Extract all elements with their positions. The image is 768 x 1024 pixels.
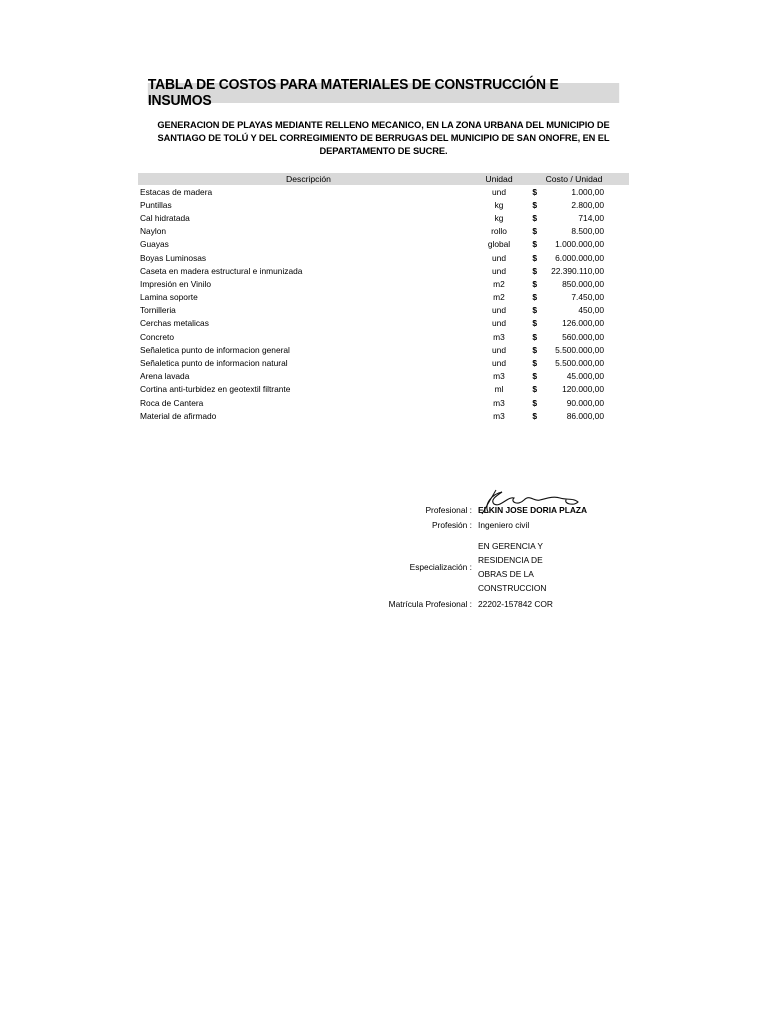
table-body [138, 185, 629, 422]
cell-currency-symbol: $ [532, 212, 537, 223]
cell-description: Tornilleria [140, 305, 176, 316]
table-row [138, 198, 629, 211]
cell-currency-symbol: $ [532, 186, 537, 197]
profesion-label: Profesión : [431, 520, 472, 530]
cell-amount: 6.000.000,00 [555, 252, 604, 263]
cell-unit: und [492, 344, 506, 355]
cell-currency-symbol: $ [532, 292, 537, 303]
cell-currency-symbol: $ [532, 410, 537, 421]
cell-unit: kg [494, 199, 504, 210]
column-header-description: Descripción [286, 174, 331, 184]
cell-amount: 450,00 [578, 305, 604, 316]
cell-unit: m3 [493, 371, 505, 382]
especializacion-line: OBRAS DE LA [478, 569, 534, 579]
cell-currency-symbol: $ [532, 371, 537, 382]
cell-amount: 120.000,00 [562, 384, 604, 395]
cell-amount: 7.450,00 [571, 292, 604, 303]
cell-amount: 5.500.000,00 [555, 358, 604, 369]
cell-amount: 2.800,00 [571, 199, 604, 210]
table-row [138, 291, 629, 304]
cell-description: Señaletica punto de informacion natural [140, 358, 288, 369]
subtitle-line: SANTIAGO DE TOLÚ Y DEL CORREGIMIENTO DE BERRUGAS DEL MUNICIPIO DE SAN ONOFRE, EN EL [157, 133, 610, 143]
profesion-value: Ingeniero civil [478, 520, 530, 530]
cell-description: Guayas [140, 239, 169, 250]
cell-description: Cal hidratada [140, 212, 190, 223]
table-row [138, 277, 629, 290]
cell-description: Roca de Cantera [140, 397, 204, 408]
cell-unit: rollo [491, 226, 507, 237]
cell-currency-symbol: $ [532, 305, 537, 316]
especializacion-label: Especialización : [409, 562, 472, 572]
table-row [138, 304, 629, 317]
profesional-label: Profesional : [425, 505, 472, 515]
cell-unit: und [492, 358, 506, 369]
cell-unit: m3 [493, 397, 505, 408]
column-header-cost: Costo / Unidad [545, 174, 603, 184]
cell-unit: m3 [493, 410, 505, 421]
matricula-row [380, 599, 640, 614]
cell-description: Naylon [140, 226, 167, 237]
profesion-row [380, 520, 640, 538]
cell-currency-symbol: $ [532, 344, 537, 355]
cell-amount: 8.500,00 [571, 226, 604, 237]
table-row [138, 251, 629, 264]
table-header [138, 173, 629, 185]
cell-amount: 850.000,00 [562, 278, 604, 289]
cell-unit: und [492, 305, 506, 316]
cell-currency-symbol: $ [532, 384, 537, 395]
cell-description: Material de afirmado [140, 410, 217, 421]
signature-block [380, 505, 640, 614]
table-row [138, 409, 629, 422]
cell-unit: und [492, 252, 506, 263]
cell-description: Puntillas [140, 199, 172, 210]
cell-amount: 45.000,00 [566, 371, 604, 382]
cell-currency-symbol: $ [532, 397, 537, 408]
cell-amount: 22.390.110,00 [551, 265, 604, 276]
cell-amount: 126.000,00 [562, 318, 604, 329]
cell-description: Boyas Luminosas [140, 252, 207, 263]
table-row [138, 396, 629, 409]
subtitle-line: GENERACION DE PLAYAS MEDIANTE RELLENO MECANICO, EN LA ZONA URBANA DEL MUNICIPIO DE [157, 120, 610, 130]
cell-unit: global [487, 239, 511, 250]
cell-amount: 1.000,00 [571, 186, 604, 197]
especializacion-line: RESIDENCIA DE [478, 555, 543, 565]
cell-description: Cerchas metalicas [140, 318, 209, 329]
cell-currency-symbol: $ [532, 239, 537, 250]
cost-table [138, 173, 629, 422]
cell-description: Lamina soporte [140, 292, 198, 303]
cell-description: Señaletica punto de informacion general [140, 344, 290, 355]
cell-unit: und [492, 318, 506, 329]
cell-amount: 714,00 [578, 212, 604, 223]
cell-currency-symbol: $ [532, 358, 537, 369]
cell-currency-symbol: $ [532, 318, 537, 329]
table-row [138, 317, 629, 330]
cell-currency-symbol: $ [532, 252, 537, 263]
table-row [138, 370, 629, 383]
cell-currency-symbol: $ [532, 265, 537, 276]
table-row [138, 356, 629, 369]
table-row [138, 330, 629, 343]
especializacion-value [478, 539, 640, 595]
profesional-row [380, 505, 640, 520]
table-row [138, 211, 629, 224]
table-row [138, 225, 629, 238]
cell-currency-symbol: $ [532, 331, 537, 342]
cell-description: Impresión en Vinilo [140, 278, 212, 289]
cell-description: Arena lavada [140, 371, 190, 382]
table-row [138, 383, 629, 396]
cell-description: Cortina anti-turbidez en geotextil filtrante [140, 384, 291, 395]
table-row [138, 264, 629, 277]
subtitle-line: DEPARTAMENTO DE SUCRE. [319, 146, 448, 156]
cell-currency-symbol: $ [532, 199, 537, 210]
especializacion-line: CONSTRUCCION [478, 583, 547, 593]
cell-unit: ml [494, 384, 504, 395]
cell-currency-symbol: $ [532, 226, 537, 237]
matricula-value: 22202-157842 COR [478, 599, 553, 609]
cell-unit: m2 [493, 292, 505, 303]
cell-amount: 560.000,00 [562, 331, 604, 342]
cell-description: Caseta en madera estructural e inmunizada [140, 265, 303, 276]
table-row [138, 238, 629, 251]
cell-amount: 1.000.000,00 [555, 239, 604, 250]
project-subtitle [138, 119, 629, 158]
cell-amount: 86.000,00 [566, 410, 604, 421]
cell-amount: 5.500.000,00 [555, 344, 604, 355]
cell-unit: m2 [493, 278, 505, 289]
cell-description: Concreto [140, 331, 174, 342]
cell-amount: 90.000,00 [566, 397, 604, 408]
especializacion-line: EN GERENCIA Y [478, 541, 544, 551]
document-title: TABLA DE COSTOS PARA MATERIALES DE CONSTRUCCIÓN E INSUMOS [148, 83, 619, 103]
cell-unit: und [492, 265, 506, 276]
column-header-unit: Unidad [485, 174, 513, 184]
cell-currency-symbol: $ [532, 278, 537, 289]
matricula-label: Matrícula Profesional : [388, 599, 472, 609]
especializacion-row [380, 538, 640, 596]
table-row [138, 185, 629, 198]
profesional-value: ELKIN JOSE DORIA PLAZA [478, 505, 588, 515]
table-row [138, 343, 629, 356]
cell-unit: kg [494, 212, 504, 223]
cell-description: Estacas de madera [140, 186, 213, 197]
cell-unit: und [492, 186, 506, 197]
cell-unit: m3 [493, 331, 505, 342]
